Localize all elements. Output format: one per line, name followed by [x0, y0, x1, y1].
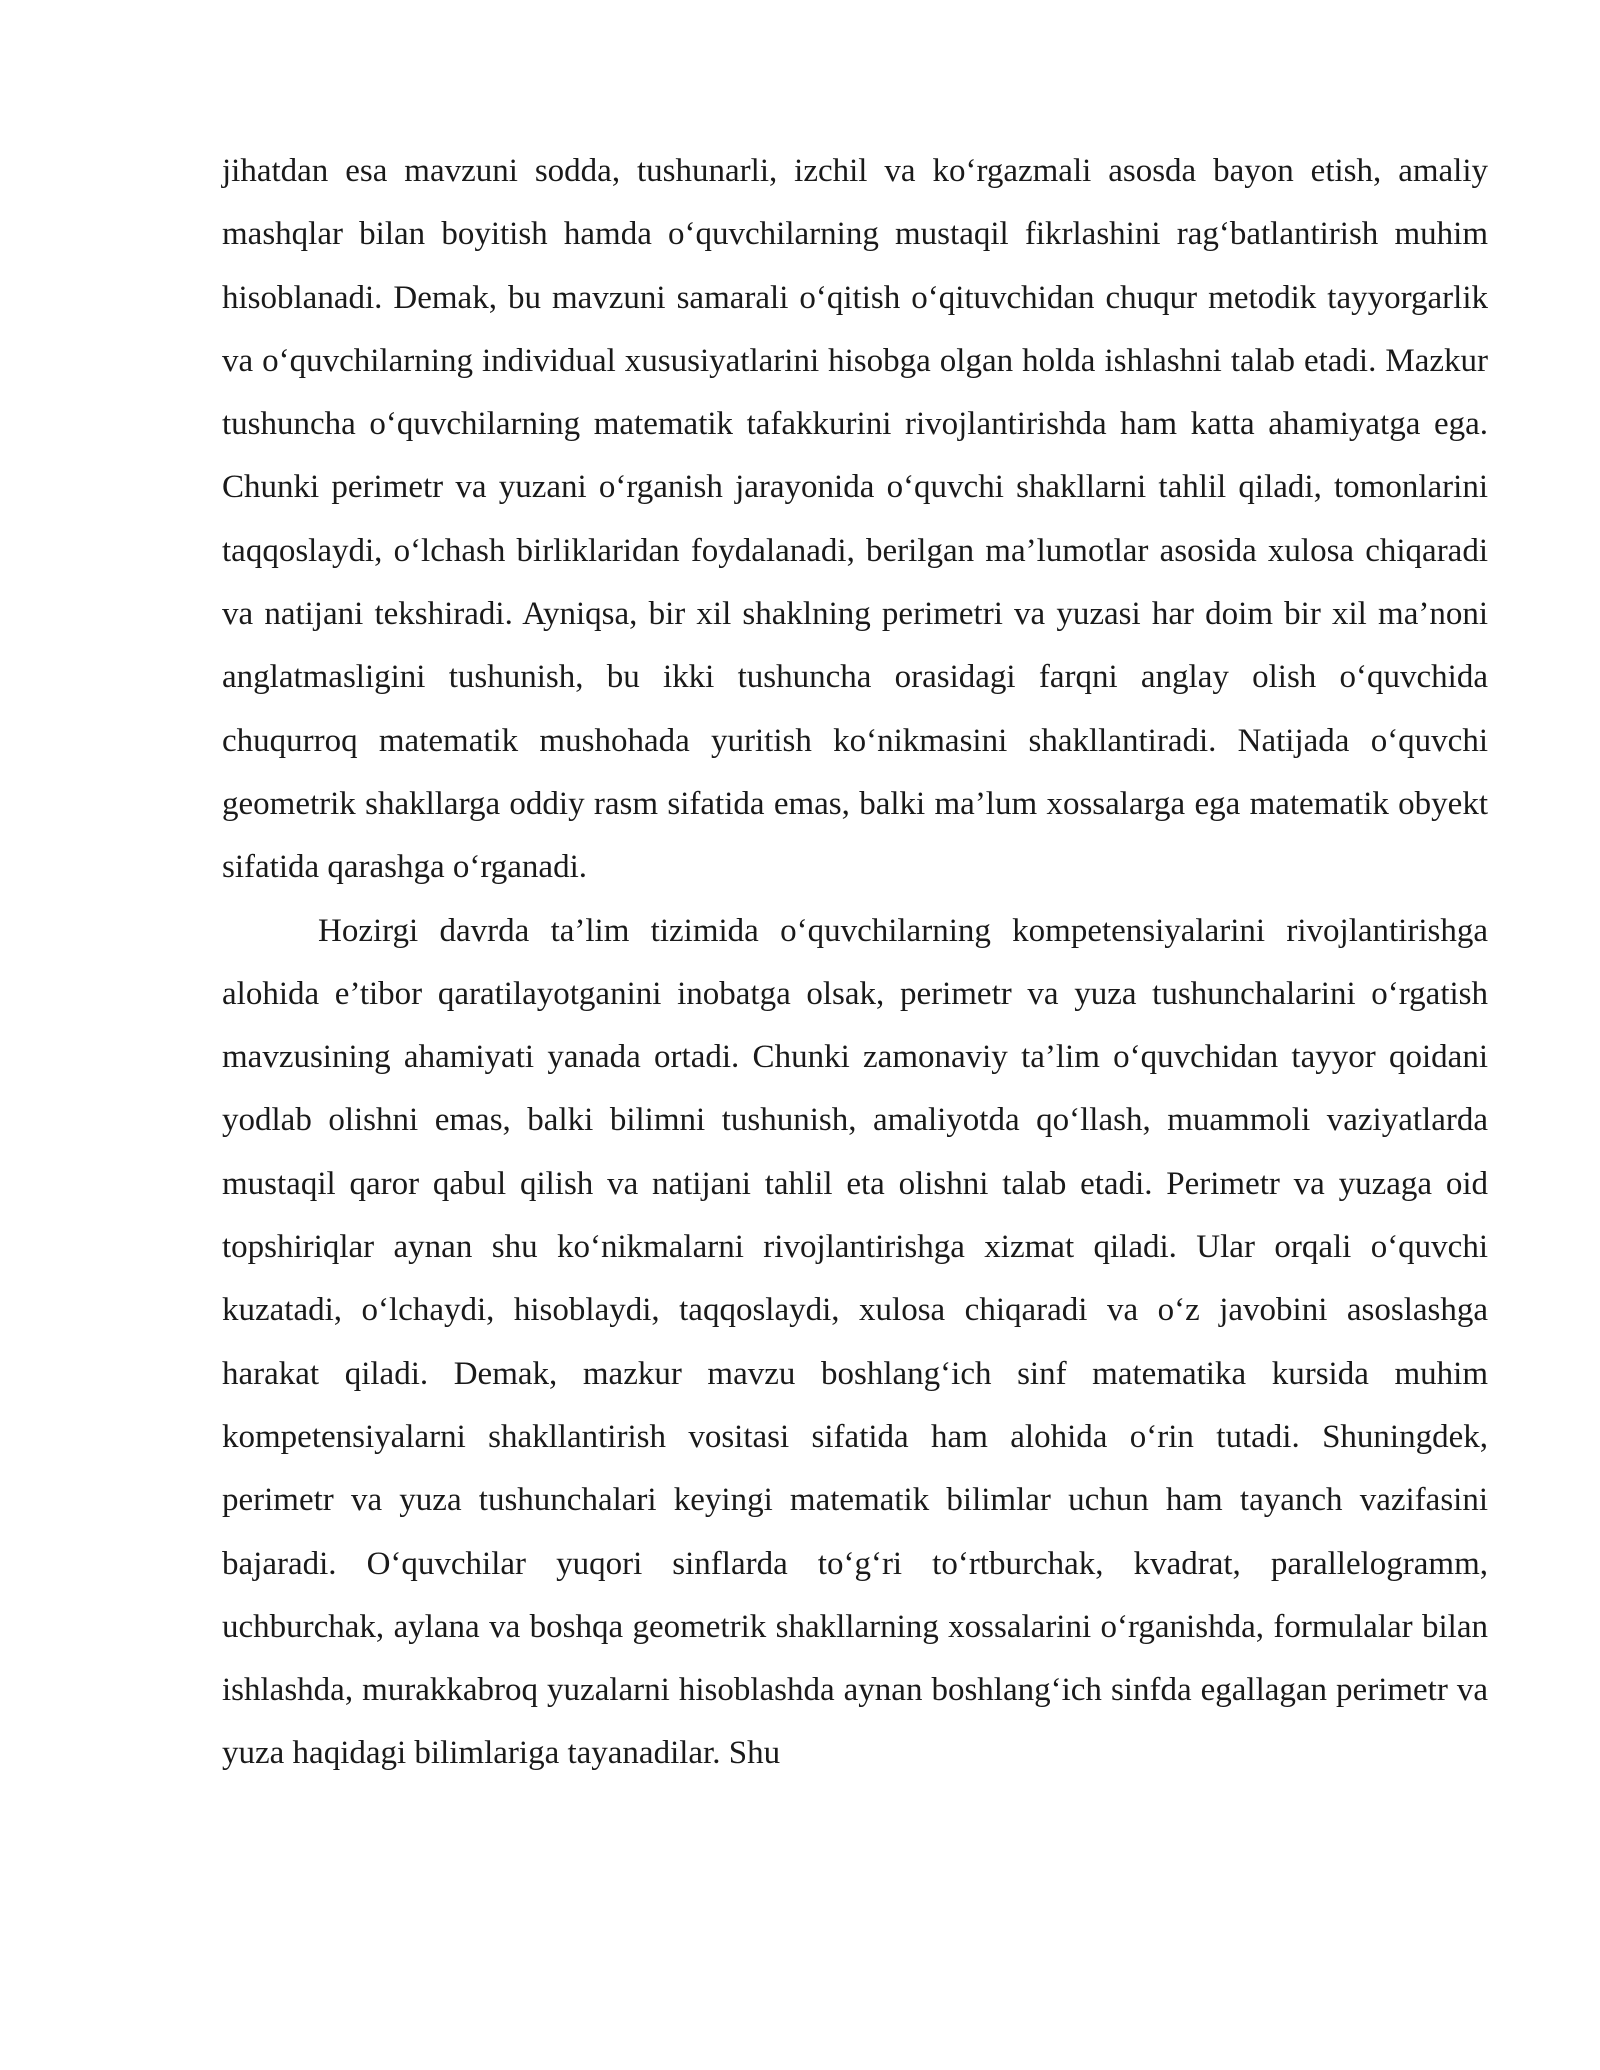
paragraph-1: jihatdan esa mavzuni sodda, tushunarli, izchil va ko‘rgazmali asosda bayon etish, amaliy mashqlar bilan boyitish hamda o‘quvchilarning mustaqil fikrlashini rag‘batlantirish muhim hisoblanadi. Demak, bu mavzuni samarali o‘qitish o‘qituvchidan chuqur metodik tayyorgarlik va o‘quvchilarning individual xususiyatlarini hisobga olgan holda ishlashni talab etadi. Mazkur tushuncha o‘quvchilarning matematik tafakkurini rivojlantirishda ham katta ahamiyatga ega. Chunki perimetr va yuzani o‘rganish jarayonida o‘quvchi shakllarni tahlil qiladi, tomonlarini taqqoslaydi, o‘lchash birliklaridan foydalanadi, berilgan ma’lumotlar asosida xulosa chiqaradi va natijani tekshiradi. Ayniqsa, bir xil shaklning perimetri va yuzasi har doim bir xil ma’noni anglatmasligini tushunish, bu ikki tushuncha orasidagi farqni anglay olish o‘quvchida chuqurroq matematik mushohada yuritish ko‘nikmasini shakllantiradi. Natijada o‘quvchi geometrik shakllarga oddiy rasm sifatida emas, balki ma’lum xossalarga ega matematik obyekt sifatida qarashga o‘rganadi. — [222, 153, 1488, 886]
document-body — [222, 140, 1488, 1786]
paragraph-2: Hozirgi davrda ta’lim tizimida o‘quvchilarning kompetensiyalarini rivojlantirishga alohida e’tibor qaratilayotganini inobatga olsak, perimetr va yuza tushunchalarini o‘rgatish mavzusining ahamiyati yanada ortadi. Chunki zamonaviy ta’lim o‘quvchidan tayyor qoidani yodlab olishni emas, balki bilimni tushunish, amaliyotda qo‘llash, muammoli vaziyatlarda mustaqil qaror qabul qilish va natijani tahlil eta olishni talab etadi. Perimetr va yuzaga oid topshiriqlar aynan shu ko‘nikmalarni rivojlantirishga xizmat qiladi. Ular orqali o‘quvchi kuzatadi, o‘lchaydi, hisoblaydi, taqqoslaydi, xulosa chiqaradi va o‘z javobini asoslashga harakat qiladi. Demak, mazkur mavzu boshlang‘ich sinf matematika kursida muhim kompetensiyalarni shakllantirish vositasi sifatida ham alohida o‘rin tutadi. Shuningdek, perimetr va yuza tushunchalari keyingi matematik bilimlar uchun ham tayanch vazifasini bajaradi. O‘quvchilar yuqori sinflarda to‘g‘ri to‘rtburchak, kvadrat, parallelogramm, uchburchak, aylana va boshqa geometrik shakllarning xossalarini o‘rganishda, formulalar bilan ishlashda, murakkabroq yuzalarni hisoblashda aynan boshlang‘ich sinfda egallagan perimetr va yuza haqidagi bilimlariga tayanadilar. Shu — [222, 912, 1488, 1772]
